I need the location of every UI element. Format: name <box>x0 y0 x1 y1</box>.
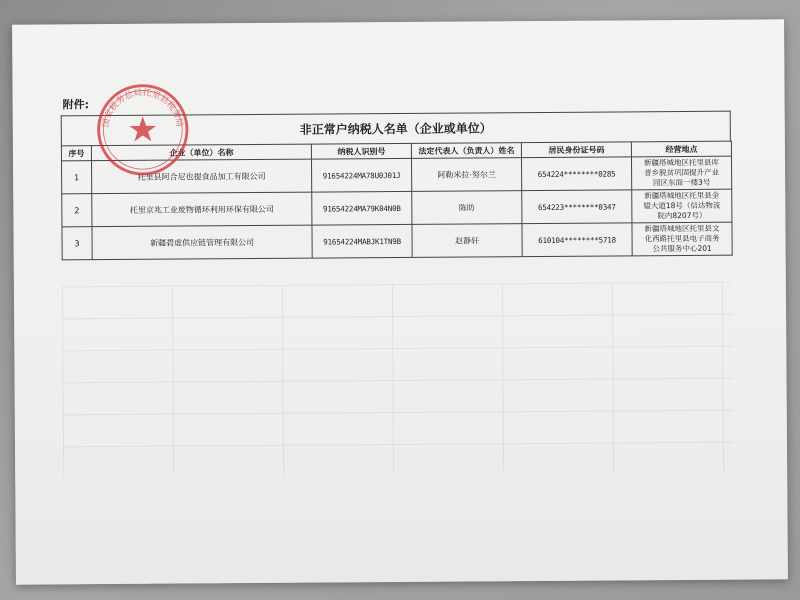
row-no: 1 <box>62 161 92 194</box>
show-through-grid <box>62 282 733 477</box>
official-seal-icon <box>94 81 191 178</box>
row-no: 3 <box>62 227 92 260</box>
legal-rep: 陈昉 <box>412 191 522 225</box>
header-tax-id: 纳税人识别号 <box>311 143 411 159</box>
address-line: 新疆塔城地区托里县金 <box>644 190 720 201</box>
header-id-number: 居民身份证号码 <box>521 142 631 158</box>
address <box>632 189 732 223</box>
header-company-name: 企业（单位）名称 <box>91 144 311 161</box>
row-no: 2 <box>62 194 92 227</box>
table-row <box>62 189 732 227</box>
id-number: 654223********0347 <box>522 190 632 224</box>
seal-text: 国家税务总局托里县税务局 <box>101 88 185 129</box>
company-name: 托里县阿合尼也提食品加工有限公司 <box>92 159 312 194</box>
address-line: 园区东面一楼3号 <box>653 177 711 188</box>
id-number: 654224********0285 <box>521 157 631 191</box>
address-line: 新疆塔城地区托里县文 <box>644 223 720 234</box>
header-no: 序号 <box>61 146 91 161</box>
header-address: 经营地点 <box>631 141 731 157</box>
address-line: 新疆塔城地区托里县库 <box>644 157 720 168</box>
legal-rep: 阿勒米拉·努尔兰 <box>411 158 521 192</box>
tax-id: 91654224MABJK1TN9B <box>312 224 412 258</box>
attachment-label: 附件: <box>62 98 90 112</box>
address-line: 普乡脱贫巩固提升产业 <box>644 167 720 178</box>
tax-id: 91654224MA78U0J01J <box>312 158 412 192</box>
legal-rep: 赵静轩 <box>412 224 522 258</box>
address-line: 化西路托里县电子商务 <box>644 233 720 244</box>
company-name: 托里京兆工业废物循环利用环保有限公司 <box>92 192 312 227</box>
document-page <box>12 19 788 584</box>
company-name: 新疆碧虚供应链管理有限公司 <box>92 225 312 260</box>
address <box>631 156 731 190</box>
table-title: 非正常户纳税人名单（企业或单位） <box>61 111 731 146</box>
address-line: 镒大道18号（信达物流 <box>643 200 721 211</box>
tax-id: 91654224MA79K04N0B <box>312 191 412 225</box>
table-row <box>62 222 732 260</box>
star-icon <box>129 116 156 141</box>
address-line: 院内8207号） <box>657 210 707 221</box>
header-legal-rep: 法定代表人（负责人）姓名 <box>411 143 521 159</box>
address <box>632 222 732 256</box>
address-line: 公共服务中心201 <box>652 243 712 254</box>
id-number: 610104********5718 <box>522 223 632 257</box>
